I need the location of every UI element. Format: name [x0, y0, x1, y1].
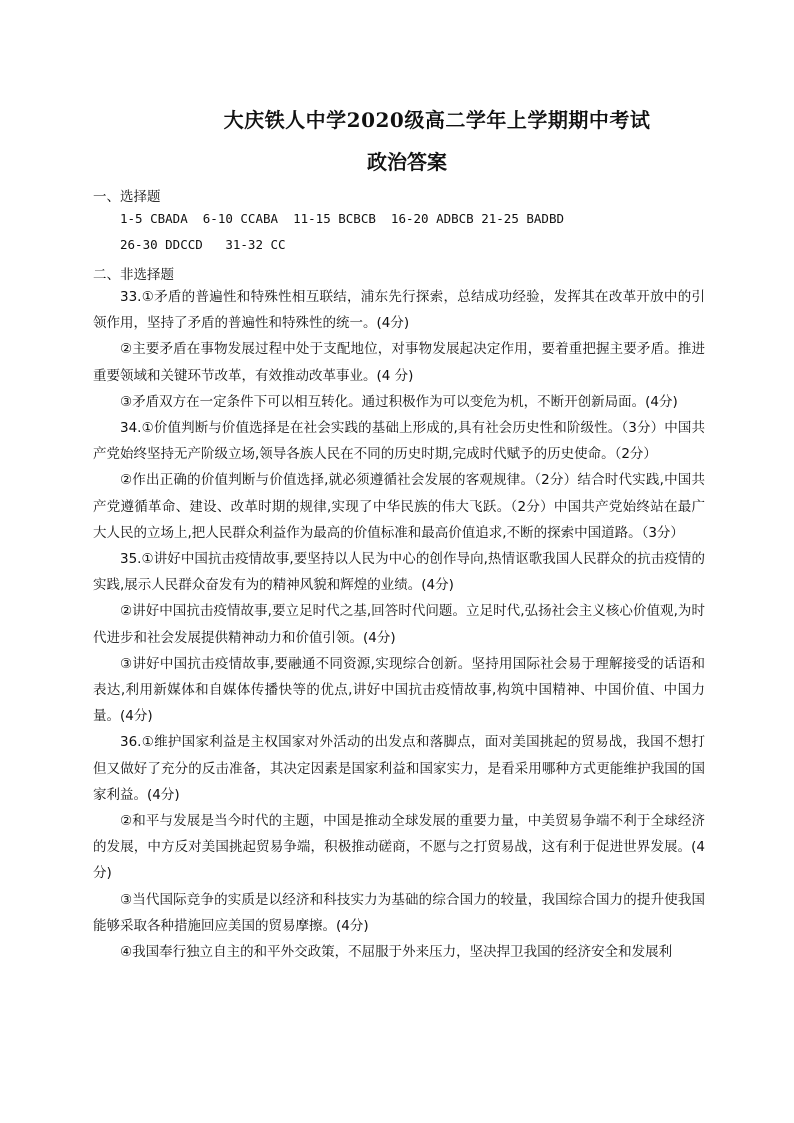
answer-body — [93, 284, 705, 965]
answer-paragraph: 34.①价值判断与价值选择是在社会实践的基础上形成的,具有社会历史性和阶级性。（3分）中国共产党始终坚持无产阶级立场,领导各族人民在不同的历史时期,完成时代赋予的历史使命。（2分） — [93, 420, 705, 463]
answer-paragraph: ②讲好中国抗击疫情故事,要立足时代之基,回答时代问题。立足时代,弘扬社会主义核心价值观,为时代进步和社会发展提供精神动力和价值引领。(4分) — [93, 603, 705, 646]
answer-paragraph: 36.①维护国家利益是主权国家对外活动的出发点和落脚点，面对美国挑起的贸易战，我国不想打但又做好了充分的反击准备，其决定因素是国家利益和国家实力，是看采用哪种方式更能维护我国的国家利益。(4分) — [93, 734, 705, 803]
section-heading-choice: 一、选择题 — [93, 189, 161, 205]
choice-answers-line-2: 26-30 DDCCD 31-32 CC — [120, 237, 286, 252]
answer-paragraph: 33.①矛盾的普遍性和特殊性相互联结，浦东先行探索，总结成功经验，发挥其在改革开放中的引领作用，坚持了矛盾的普遍性和特殊性的统一。(4分) — [93, 289, 705, 332]
answer-paragraph: ④我国奉行独立自主的和平外交政策，不屈服于外来压力，坚决捍卫我国的经济安全和发展利 — [120, 944, 673, 961]
choice-answers-line-1: 1-5 CBADA 6-10 CCABA 11-15 BCBCB 16-20 ADBCB 21-25 BADBD — [120, 211, 565, 226]
answer-paragraph: ③当代国际竞争的实质是以经济和科技实力为基础的综合国力的较量，我国综合国力的提升使我国能够采取各种措施回应美国的贸易摩擦。(4分) — [93, 891, 705, 934]
section-heading-nonchoice: 二、非选择题 — [93, 267, 174, 283]
answer-paragraph: ③矛盾双方在一定条件下可以相互转化。通过积极作为可以变危为机，不断开创新局面。(4分) — [120, 393, 678, 410]
answer-paragraph: 35.①讲好中国抗击疫情故事,要坚持以人民为中心的创作导向,热情讴歌我国人民群众的抗击疫情的实践,展示人民群众奋发有为的精神风貌和辉煌的业绩。(4分) — [93, 551, 705, 594]
exam-subtitle: 政治答案 — [367, 150, 447, 174]
answer-paragraph: ③讲好中国抗击疫情故事,要融通不同资源,实现综合创新。坚持用国际社会易于理解接受的话语和表达,利用新媒体和自媒体传播快等的优点,讲好中国抗击疫情故事,构筑中国精神、中国价值、中国力量。(4分) — [93, 655, 705, 725]
answer-paragraph: ②主要矛盾在事物发展过程中处于支配地位，对事物发展起决定作用，要着重把握主要矛盾。推进重要领域和关键环节改革，有效推动改革事业。(4 分) — [93, 341, 705, 384]
answer-paragraph: ②和平与发展是当今时代的主题，中国是推动全球发展的重要力量，中美贸易争端不利于全球经济的发展，中方反对美国挑起贸易争端，积极推动磋商，不愿与之打贸易战，这有利于促进世界发展。(4分) — [93, 813, 705, 882]
answer-paragraph: ②作出正确的价值判断与价值选择,就必须遵循社会发展的客观规律。（2分）结合时代实践,中国共产党遵循革命、建设、改革时期的规律,实现了中华民族的伟大飞跃。（2分）中国共产党始终站在最广大人民的立场上,把人民群众利益作为最高的价值标准和最高价值追求,不断的探索中国道路。（3分） — [93, 472, 705, 541]
exam-title: 大庆铁人中学2020级高二学年上学期期中考试 — [223, 108, 651, 132]
